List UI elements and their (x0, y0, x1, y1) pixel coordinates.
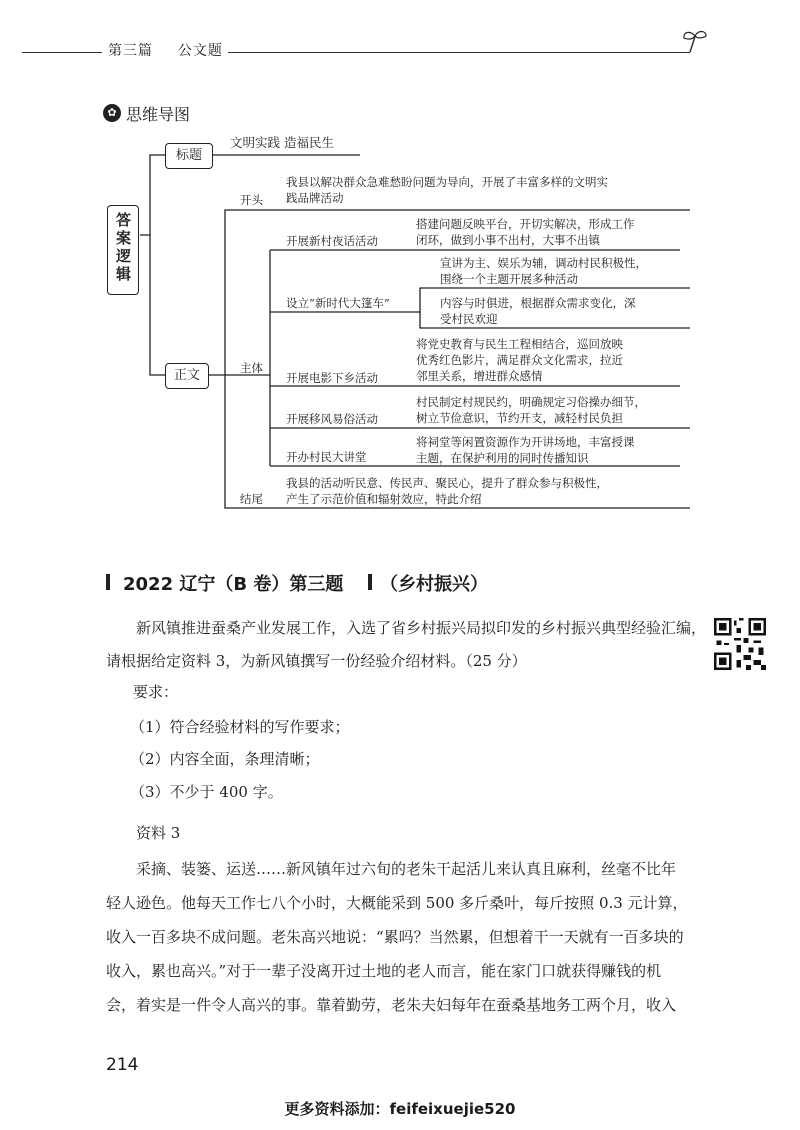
item-night-talk-text: 搭建问题反映平台，开切实解决，形成工作 闭环，做到小事不出村，大事不出镇 (416, 217, 635, 247)
requirements-title: 要求： (133, 683, 179, 701)
mindmap-root (107, 205, 139, 295)
body-node: 正文 (165, 363, 209, 389)
header-section: 第三篇 (108, 43, 153, 59)
headline-node: 标题 (165, 143, 213, 169)
item-caravan-label: 设立“新时代大篷车” (286, 296, 390, 310)
section-bar-left (106, 574, 110, 590)
qr-code[interactable] (714, 618, 766, 670)
item-customs-label: 开展移风易俗活动 (286, 412, 378, 426)
item-lecture-label: 开办村民大讲堂 (286, 450, 367, 464)
ending-text: 我县的活动听民意、传民声、聚民心，提升了群众参与积极性， 产生了示范价值和辐射效应，特此介绍 (286, 476, 608, 506)
section-bar-right (368, 574, 372, 590)
item-customs-text: 村民制定村规民约，明确规定习俗操办细节， 树立节俭意识，节约开支，减轻村民负担 (416, 395, 646, 425)
page-number: 214 (106, 1055, 139, 1075)
footer-note: 更多资料添加：feifeixuejie520 (284, 1100, 516, 1118)
item-caravan-sub-2: 内容与时俱进，根据群众需求变化，深 受村民欢迎 (440, 296, 636, 326)
opening-text: 我县以解决群众急难愁盼问题为导向，开展了丰富多样的文明实 践品牌活动 (286, 175, 608, 205)
item-movie-text: 将党史教育与民生工程相结合，巡回放映 优秀红色影片，满足群众文化需求，拉近 邻里关系，增进群众感情 (416, 337, 623, 383)
section-title: 2022 辽宁（B 卷）第三题 (123, 574, 344, 595)
material-text: 采摘、装篓、运送……新风镇年过六旬的老朱干起活儿来认真且麻利，丝毫不比年 轻人逊色。他每天工作七八个小时，大概能采到 500 多斤桑叶，每斤按照 0.3 元计算， 收入一百多块不成问题。老朱高兴地说：“累吗？当然累，但想着干一天就有一百多块的 收入，累也高兴。”对于一辈子没离开过土地的老人而言，能在家门口就获得赚钱的机 会，着实是一件令人高兴的事。靠着勤劳，老朱夫妇每年在蚕桑基地务工两个月，收入 (106, 860, 688, 1014)
question-prompt: 新风镇推进蚕桑产业发展工作，入选了省乡村振兴局拟印发的乡村振兴典型经验汇编， 请根据给定资料 3，为新风镇撰写一份经验介绍材料。（25 分） (106, 619, 707, 670)
requirement-2: （2）内容全面，条理清晰； (130, 750, 320, 768)
item-caravan-sub-1: 宣讲为主、娱乐为辅，调动村民积极性， 围绕一个主题开展多种活动 (440, 256, 647, 286)
opening-label: 开头 (240, 193, 263, 207)
item-night-talk-label: 开展新村夜话活动 (286, 234, 378, 248)
root-label: 答案逻辑 (114, 212, 132, 284)
requirement-3: （3）不少于 400 字。 (130, 783, 283, 801)
header-topic: 公文题 (177, 43, 223, 59)
material-title: 资料 3 (136, 824, 181, 842)
mindmap-icon: ✿ (103, 104, 121, 122)
section-tag: （乡村振兴） (380, 574, 488, 595)
ending-label: 结尾 (240, 492, 263, 506)
headline-text: 文明实践 造福民生 (230, 135, 334, 150)
main-label: 主体 (240, 361, 263, 375)
requirement-1: （1）符合经验材料的写作要求； (130, 718, 350, 736)
item-movie-label: 开展电影下乡活动 (286, 371, 378, 385)
item-lecture-text: 将祠堂等闲置资源作为开讲场地，丰富授课 主题，在保护利用的同时传播知识 (416, 435, 635, 465)
mindmap-title: 思维导图 (126, 105, 191, 124)
